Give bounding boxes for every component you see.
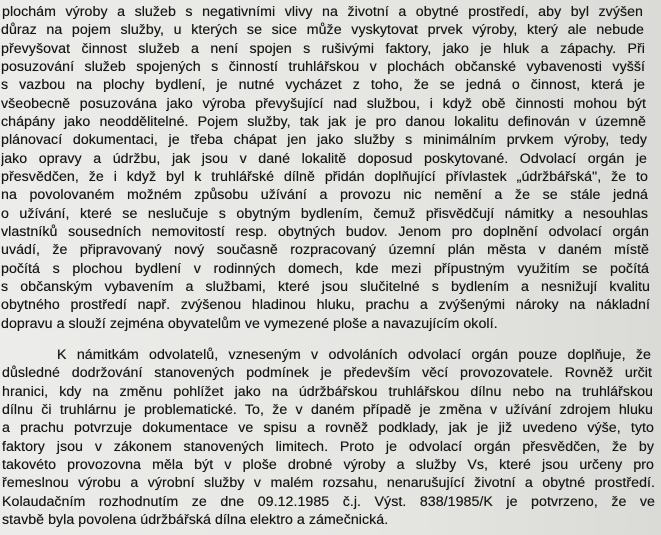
text-line: přesvědčen, že i když byl k truhlářské dílně přidán doplňující přívlastek „údržbářská", že to [1, 169, 648, 185]
text-line: všeobecně posuzována jako výroba převyšující nad službou, i když obě činnosti mohou být [1, 96, 646, 112]
text-line: uvádí, že připravovaný nový současně rozpracovaný územní plán města v daném místě [1, 242, 649, 258]
text-line: obytného prostředí např. zvýšenou hladinou hluku, prachu a zvýšenými nároky na nákladní [1, 297, 650, 313]
text-line: důsledné dodržování stanovených podmínek je především věcí provozovatele. Rovněž určit [2, 365, 652, 381]
text-line: vlastníků sousedních nemovitostí resp. obytných budov. Jenom pro doplnění odvolací orgán [1, 224, 649, 240]
text-line: a prachu potvrzuje dokumentace ve spisu a rovněž podklady, jak je již uvedeno výše, tyto [2, 420, 654, 436]
text-line: řemeslnou výrobu a výrobní služby v malém rozsahu, nenarušující životní a obytné prostředí. [2, 475, 655, 491]
text-line: dílnu či truhlárnu je problematické. To, že v daném případě je změna v užívání zdrojem hluku [2, 402, 653, 418]
text-line: o užívání, které se neslučuje s obytným bydlením, čemuž přisvědčují námitky a nesouhlas [1, 206, 648, 222]
text-line: jako opravy a údržbu, jak jsou v dané lokalitě doposud poskytované. Odvolací orgán je [1, 151, 647, 167]
text-line: plánovací dokumentaci, je třeba chápat jen jako služby s minimálním prvkem výroby, tedy [1, 132, 647, 148]
text-line: převyšovat činnost služeb a není spojen s rušivými faktory, jako je hluk a zápachy. Při [1, 41, 645, 57]
text-line: plochám výroby a služeb s negativními vlivy na životní a obytné prostředí, aby byl zvýšen [2, 4, 643, 20]
text-line: Kolaudačním rozhodnutím ze dne 09.12.1985 č.j. Výst. 838/1985/K je potvrzeno, že ve [2, 494, 655, 510]
text-line: posuzování služeb spojených s činností truhlářskou v plochách občanské vybavenosti vyšší [1, 59, 645, 75]
text-line: počítá s plochou bydlení v rodinných domech, kde mezi přípustným využitím se počítá [1, 261, 649, 277]
text-line: faktory jsou v zákonem stanovených limitech. Proto je odvolací orgán přesvědčen, že by [2, 439, 654, 455]
text-line: s občanským vybavením a službami, které jsou slučitelné s bydlením a nesnižují kvalitu [1, 279, 650, 295]
text-line: K námitkám odvolatelů, vzneseným v odvoláních odvolací orgán pouze doplňuje, že [57, 347, 651, 363]
text-line: dopravu a slouží zejména obyvatelům ve vymezené ploše a navazujícím okolí. [1, 316, 498, 332]
text-line: hranici, kdy na změnu pohlížet jako na údržbářskou truhlářskou dílnu nebo na truhlářskou [2, 384, 653, 400]
text-line: chápány jako neoddělitelné. Pojem služby, tak jak je pro danou lokalitu definován v územně [1, 114, 646, 130]
text-line: s vazbou na plochy bydlení, je nutné vycházet z toho, že se jedná o činnost, která je [1, 77, 645, 93]
text-line: na povolovaném možném způsobu užívání a provozu nic nemění a že se stále jedná [1, 187, 648, 203]
text-line: důraz na pojem služby, u kterých se sice může vyskytovat prvek výroby, který ale nebude [1, 22, 644, 38]
text-line: stavbě byla povolena údržbářská dílna elektro a zámečnická. [2, 512, 389, 528]
text-line: takovéto provozovna měla být v ploše drobné výroby a služby Vs, které jsou určeny pro [2, 457, 654, 473]
